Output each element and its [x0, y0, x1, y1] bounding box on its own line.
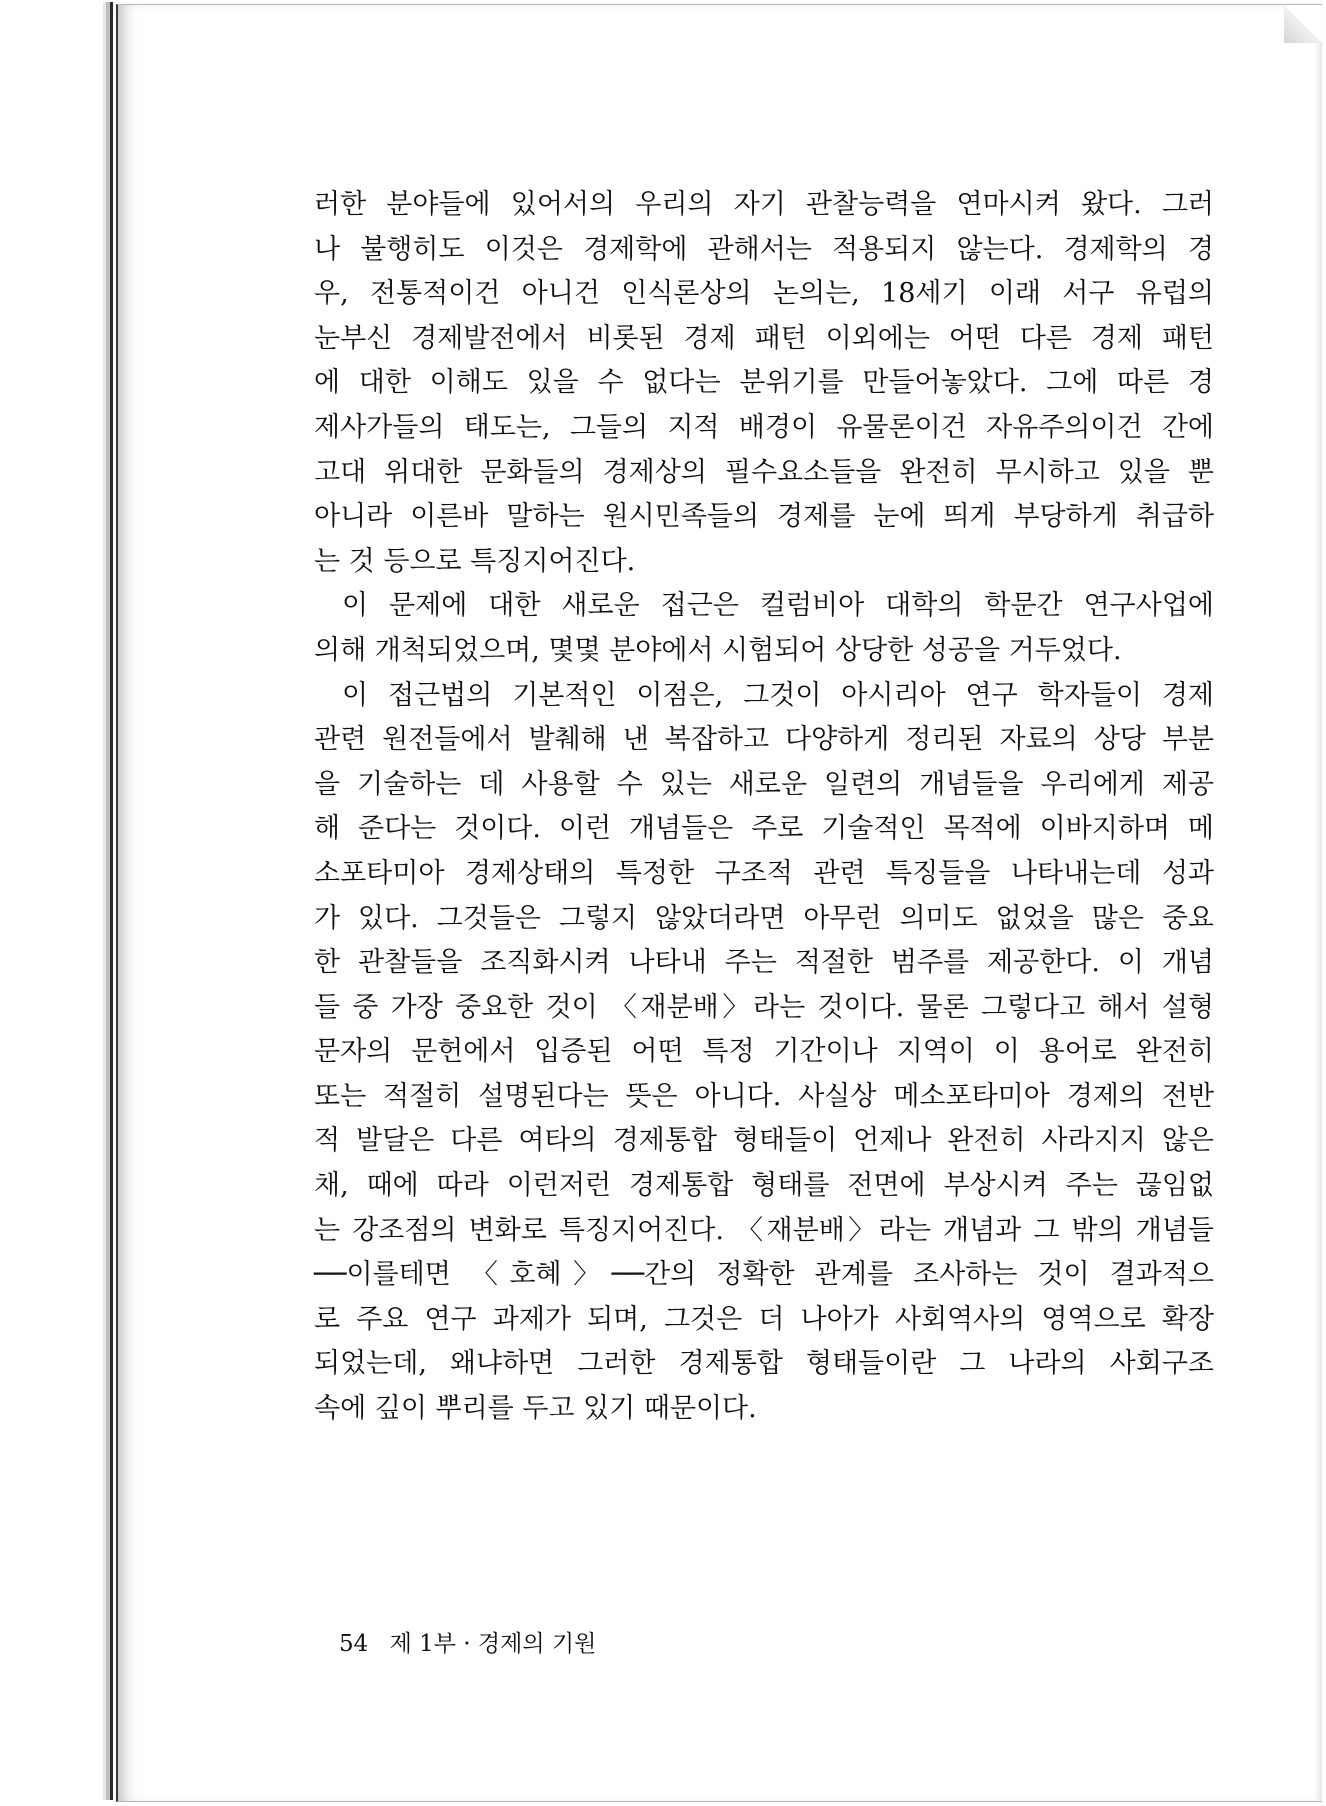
text-line: 또는 적절히 설명된다는 뜻은 아니다. 사실상 메소포타미아 경제의 전반 [314, 1080, 1214, 1112]
text-line: 눈부신 경제발전에서 비롯된 경제 패턴 이외에는 어떤 다른 경제 패턴 [314, 322, 1214, 354]
text-line: 로 주요 연구 과제가 되며, 그것은 더 나아가 사회역사의 영역으로 확장 [314, 1303, 1214, 1335]
text-line: 나 불행히도 이것은 경제학에 관해서는 적용되지 않는다. 경제학의 경 [314, 233, 1214, 265]
text-line: 는 강조점의 변화로 특징지어진다. 〈재분배〉라는 개념과 그 밖의 개념들 [314, 1214, 1214, 1246]
text-line: 을 기술하는 데 사용할 수 있는 새로운 일련의 개념들을 우리에게 제공 [314, 768, 1214, 800]
text-line: 이 문제에 대한 새로운 접근은 컬럼비아 대학의 학문간 연구사업에 [342, 590, 1214, 622]
text-line: 가 있다. 그것들은 그렇지 않았더라면 아무런 의미도 없었을 많은 중요 [314, 902, 1214, 934]
text-line: 한 관찰들을 조직화시켜 나타내 주는 적절한 범주를 제공한다. 이 개념 [314, 947, 1214, 979]
text-line: 제사가들의 태도는, 그들의 지적 배경이 유물론이건 자유주의이건 간에 [314, 411, 1214, 443]
text-line: 의해 개척되었으며, 몇몇 분야에서 시험되어 상당한 성공을 거두었다. [314, 634, 1122, 666]
page-corner [1284, 5, 1322, 43]
text-line: 러한 분야들에 있어서의 우리의 자기 관찰능력을 연마시켜 왔다. 그러 [314, 189, 1214, 220]
text-line: ──이를테면 〈호혜〉──간의 정확한 관계를 조사하는 것이 결과적으 [314, 1259, 1214, 1291]
text-line: 속에 깊이 뿌리를 두고 있기 때문이다. [314, 1393, 757, 1425]
page-number: 54 [339, 1631, 369, 1657]
text-line: 소포타미아 경제상태의 특정한 구조적 관련 특징들을 나타내는데 성과 [314, 857, 1214, 889]
text-line: 아니라 이른바 말하는 원시민족들의 경제를 눈에 띄게 부당하게 취급하 [314, 501, 1214, 533]
text-line: 고대 위대한 문화들의 경제상의 필수요소들을 완전히 무시하고 있을 뿐 [314, 456, 1214, 488]
text-line: 되었는데, 왜냐하면 그러한 경제통합 형태들이란 그 나라의 사회구조 [314, 1348, 1214, 1380]
page-right-edge [1314, 35, 1322, 1801]
text-line: 우, 전통적이건 아니건 인식론상의 논의는, 18세기 이래 서구 유럽의 [314, 278, 1214, 310]
page-footer [339, 1625, 596, 1658]
text-line: 문자의 문헌에서 입증된 어떤 특정 기간이나 지역이 이 용어로 완전히 [314, 1036, 1214, 1068]
body-text [314, 183, 1214, 1432]
text-line: 해 준다는 것이다. 이런 개념들은 주로 기술적인 목적에 이바지하며 메 [314, 813, 1214, 845]
text-line: 채, 때에 따라 이런저런 경제통합 형태를 전면에 부상시켜 주는 끊임없 [314, 1170, 1214, 1202]
text-line: 이 접근법의 기본적인 이점은, 그것이 아시리아 연구 학자들이 경제 [342, 679, 1214, 711]
text-line: 에 대한 이해도 있을 수 없다는 분위기를 만들어놓았다. 그에 따른 경 [314, 367, 1214, 399]
text-line: 들 중 가장 중요한 것이 〈재분배〉라는 것이다. 물론 그렇다고 해서 설형 [314, 991, 1214, 1023]
text-line: 는 것 등으로 특징지어진다. [314, 545, 636, 577]
text-line: 적 발달은 다른 여타의 경제통합 형태들이 언제나 완전히 사라지지 않은 [314, 1125, 1214, 1157]
running-head: 제 1부 · 경제의 기원 [389, 1631, 597, 1657]
text-line: 관련 원전들에서 발췌해 낸 복잡하고 다양하게 정리된 자료의 상당 부분 [314, 724, 1214, 756]
